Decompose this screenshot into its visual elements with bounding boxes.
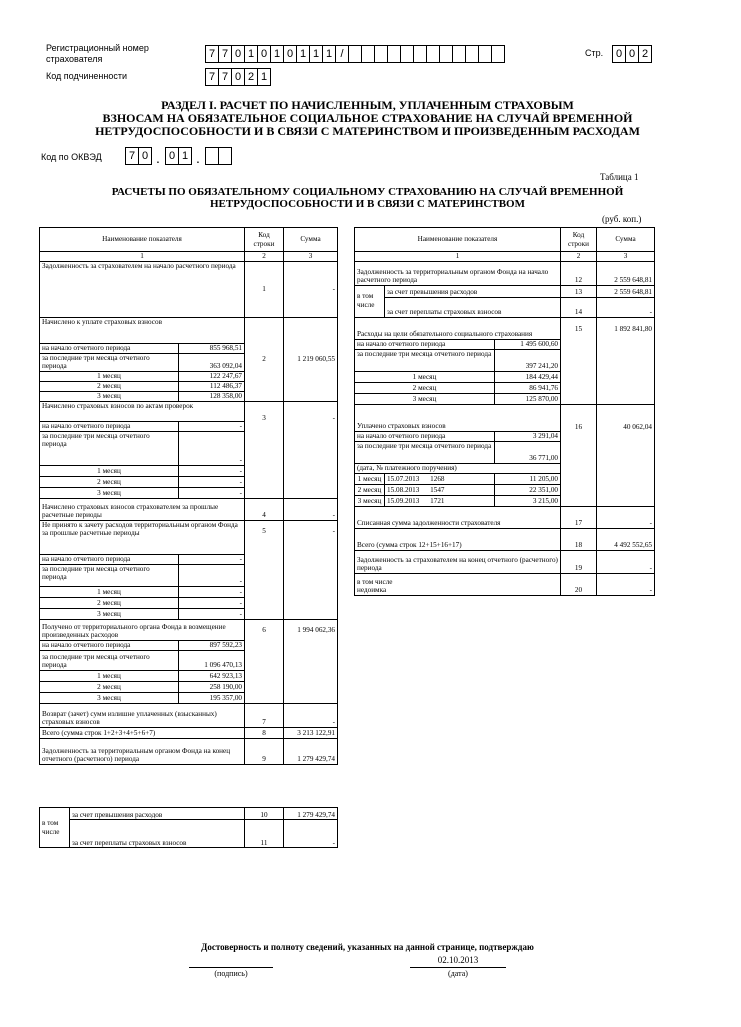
table-row xyxy=(355,297,655,317)
subrow-label: на начало отчетного периода xyxy=(355,431,495,441)
row-label: Начислено к уплате страховых взносов xyxy=(40,317,245,343)
col-num-1: 1 xyxy=(355,252,561,262)
row-label: Начислено страховых взносов по актам проверок xyxy=(40,401,245,421)
reg-number-cell[interactable]: 1 xyxy=(309,45,323,63)
subrow-value: 1 096 470,13 xyxy=(179,650,245,670)
subrow-value: 122 247,67 xyxy=(179,371,245,381)
arrears-label: недоимка xyxy=(357,586,387,594)
reg-number-cell[interactable] xyxy=(426,45,440,63)
payment-date-number xyxy=(385,473,495,484)
reg-number-cell[interactable]: 0 xyxy=(283,45,297,63)
row-code: 17 xyxy=(561,506,597,528)
table-number: Таблица 1 xyxy=(600,172,639,182)
month-label: 2 месяц xyxy=(40,381,179,391)
subrow-value: - xyxy=(179,431,245,465)
reg-number-cell[interactable] xyxy=(387,45,401,63)
date-line xyxy=(410,967,506,968)
subrow-value: 86 941,76 xyxy=(495,382,561,393)
table-row xyxy=(40,820,338,848)
okved-cell[interactable] xyxy=(205,147,219,165)
row-code: 4 xyxy=(245,498,284,520)
payment-date-number xyxy=(385,495,495,506)
col-num-2: 2 xyxy=(245,252,284,262)
including-label: в том числе xyxy=(40,808,70,848)
table-row xyxy=(40,808,338,820)
row-label: Задолженность за территориальным органом Фонда на конец отчетного (расчетного) периода xyxy=(40,738,245,764)
col-name-header: Наименование показателя xyxy=(40,228,245,252)
subrow-value: 363 092,04 xyxy=(179,353,245,371)
month-label: 1 месяц xyxy=(355,473,385,484)
subordination-label: Код подчиненности xyxy=(46,71,128,81)
month-label: 2 месяц xyxy=(40,476,179,487)
table-row xyxy=(40,520,338,554)
payment-date-number xyxy=(385,484,495,495)
row-code: 18 xyxy=(561,528,597,550)
row-label: Уплачено страховых взносов xyxy=(355,404,561,431)
subrow-value: - xyxy=(179,476,245,487)
subrow-value: 11 205,00 xyxy=(495,473,561,484)
payment-date: 15.08.2013 xyxy=(387,486,420,494)
page-label: Стр. xyxy=(585,48,604,58)
row-sum: 2 559 648,81 xyxy=(597,261,655,285)
reg-number-cell[interactable] xyxy=(452,45,466,63)
okved-cell[interactable] xyxy=(218,147,232,165)
subrow-label: на начало отчетного периода xyxy=(40,640,179,650)
payment-date: 15.07.2013 xyxy=(387,475,420,483)
row-label: Всего (сумма строк 1+2+3+4+5+6+7) xyxy=(40,727,245,738)
reg-number-cell[interactable] xyxy=(491,45,505,63)
month-label: 1 месяц xyxy=(40,670,179,681)
reg-number-cell[interactable] xyxy=(400,45,414,63)
reg-number-cell[interactable] xyxy=(348,45,362,63)
signature-line[interactable] xyxy=(189,967,273,968)
table-title-line1: РАСЧЕТЫ ПО ОБЯЗАТЕЛЬНОМУ СОЦИАЛЬНОМУ СТРАХОВАНИЮ НА СЛУЧАЙ ВРЕМЕННОЙ xyxy=(111,186,624,198)
reg-number-cell[interactable]: 0 xyxy=(257,45,271,63)
row-sum: - xyxy=(597,550,655,573)
month-label: 3 месяц xyxy=(40,487,179,498)
row-code: 14 xyxy=(561,297,597,317)
month-label: 2 месяц xyxy=(40,681,179,692)
subrow-value: - xyxy=(179,586,245,597)
date-value[interactable]: 02.10.2013 xyxy=(437,955,479,965)
table-row xyxy=(40,317,338,343)
row-label: Задолженность за страхователем на начало расчетного периода xyxy=(40,261,245,317)
subrow-value: 3 291,04 xyxy=(495,431,561,441)
subrow-value: - xyxy=(179,597,245,608)
subrow-value: - xyxy=(179,487,245,498)
row-code: 6 xyxy=(245,619,284,703)
subrow-label: за последние три месяца отчетного периода xyxy=(40,564,179,586)
reg-number-cell[interactable] xyxy=(478,45,492,63)
including-label: в том числе xyxy=(357,577,393,586)
row-label: Задолженность за страхователем на конец отчетного (расчетного) периода xyxy=(355,550,561,573)
month-label: 3 месяц xyxy=(40,692,179,703)
row-label: за счет превышения расходов xyxy=(70,808,245,820)
row-sum: - xyxy=(284,261,338,317)
okved-cell[interactable]: 0 xyxy=(138,147,152,165)
table-row xyxy=(355,285,655,297)
table-row xyxy=(355,550,655,573)
month-label: 1 месяц xyxy=(40,371,179,381)
row-code: 3 xyxy=(245,401,284,498)
subordination-cell[interactable]: 0 xyxy=(231,68,245,86)
row-sum: 1 994 062,36 xyxy=(284,619,338,703)
row-code: 9 xyxy=(245,738,284,764)
row-label: Всего (сумма строк 12+15+16+17) xyxy=(355,528,561,550)
row-label: Начислено страховых взносов страхователем за прошлые расчетные периоды xyxy=(40,498,245,520)
row-code: 7 xyxy=(245,703,284,727)
row-label: Задолженность за территориальным органом Фонда на начало расчетного периода xyxy=(355,261,561,285)
month-label: 2 месяц xyxy=(355,382,495,393)
subrow-value: - xyxy=(179,554,245,564)
left-table xyxy=(39,227,338,765)
row-code: 15 xyxy=(561,317,597,404)
table-row xyxy=(355,573,655,595)
subrow-value: 128 358,00 xyxy=(179,391,245,401)
subrow-value: 184 429,44 xyxy=(495,371,561,382)
row-label: Возврат (зачет) сумм излишне уплаченных (взысканных) страховых взносов xyxy=(40,703,245,727)
month-label: 3 месяц xyxy=(355,495,385,506)
okved-cell[interactable]: 0 xyxy=(165,147,179,165)
okved-cells xyxy=(125,147,231,165)
col-sum-header: Сумма xyxy=(597,228,655,252)
reg-number-cell[interactable] xyxy=(439,45,453,63)
col-num-3: 3 xyxy=(284,252,338,262)
date-caption: (дата) xyxy=(448,969,468,978)
table-row xyxy=(40,498,338,520)
okved-cell[interactable]: 1 xyxy=(178,147,192,165)
row-label: Списанная сумма задолженности страхователя xyxy=(355,506,561,528)
subrow-value: 125 870,00 xyxy=(495,393,561,404)
okved-separator: . xyxy=(196,150,200,166)
reg-number-cell[interactable] xyxy=(413,45,427,63)
subrow-value: 1 495 600,60 xyxy=(495,339,561,349)
row-sum: - xyxy=(284,820,338,848)
row-label: Не принято к зачету расходов территориальным органом Фонда за прошлые расчетные периоды xyxy=(40,520,245,554)
reg-number-cell[interactable]: 1 xyxy=(270,45,284,63)
row-sum: - xyxy=(284,498,338,520)
subrow-value: 397 241,20 xyxy=(495,349,561,371)
payment-number: 1547 xyxy=(430,486,445,494)
payment-number: 1721 xyxy=(430,497,445,505)
reg-number-cell[interactable]: 7 xyxy=(205,45,219,63)
subrow-value: 3 215,00 xyxy=(495,495,561,506)
row-sum: 1 279 429,74 xyxy=(284,738,338,764)
table-row xyxy=(40,727,338,738)
reg-number-label: Регистрационный номер страхователя xyxy=(46,43,149,64)
table-title-line2: НЕТРУДОСПОСОБНОСТИ И В СВЯЗИ С МАТЕРИНСТВОМ xyxy=(210,198,525,210)
col-num-3: 3 xyxy=(597,252,655,262)
subordination-cell[interactable]: 7 xyxy=(205,68,219,86)
subrow-value: - xyxy=(179,465,245,476)
row-code: 5 xyxy=(245,520,284,619)
row-sum: - xyxy=(284,401,338,498)
row-code: 11 xyxy=(245,820,284,848)
section-title-line2: ВЗНОСАМ НА ОБЯЗАТЕЛЬНОЕ СОЦИАЛЬНОЕ СТРАХОВАНИЕ НА СЛУЧАЙ ВРЕМЕННОЙ xyxy=(102,111,633,125)
row-label: за счет переплаты страховых взносов xyxy=(70,820,245,848)
page-number-cell[interactable]: 0 xyxy=(625,45,639,63)
row-code: 1 xyxy=(245,261,284,317)
right-table xyxy=(354,227,655,596)
subrow-value: 258 190,00 xyxy=(179,681,245,692)
table-row xyxy=(355,506,655,528)
subrow-label: за последние три месяца отчетного периода xyxy=(40,431,179,465)
month-label: 1 месяц xyxy=(355,371,495,382)
okved-label: Код по ОКВЭД xyxy=(41,152,102,162)
row-code: 8 xyxy=(245,727,284,738)
month-label: 2 месяц xyxy=(40,597,179,608)
row-sum: 4 492 552,65 xyxy=(597,528,655,550)
row-label: Расходы на цели обязательного социального страхования xyxy=(355,317,561,339)
reg-number-cell[interactable]: / xyxy=(335,45,349,63)
section-title xyxy=(40,99,695,138)
reg-number-cell[interactable] xyxy=(374,45,388,63)
subrow-label: за последние три месяца отчетного периода xyxy=(355,349,495,371)
subordination-cells xyxy=(205,68,270,86)
table-row xyxy=(40,703,338,727)
subrow-label: за последние три месяца отчетного периода xyxy=(40,353,179,371)
subrow-label: на начало отчетного периода xyxy=(40,554,179,564)
reg-number-cell[interactable]: 0 xyxy=(231,45,245,63)
reg-number-cell[interactable]: 1 xyxy=(322,45,336,63)
row-sum: - xyxy=(284,520,338,619)
signature-caption: (подпись) xyxy=(214,969,248,978)
col-num-2: 2 xyxy=(561,252,597,262)
subrow-value: - xyxy=(179,421,245,431)
payment-date: 15.09.2013 xyxy=(387,497,420,505)
col-code-header: Код строки xyxy=(245,228,284,252)
reg-number-cells xyxy=(205,45,504,63)
subrow-value: 36 771,00 xyxy=(495,441,561,463)
row-code: 20 xyxy=(561,573,597,595)
row-sum: 40 062,04 xyxy=(597,404,655,506)
col-name-header: Наименование показателя xyxy=(355,228,561,252)
subrow-value: 897 592,23 xyxy=(179,640,245,650)
okved-cell[interactable]: 7 xyxy=(125,147,139,165)
col-code-header: Код строки xyxy=(561,228,597,252)
col-num-1: 1 xyxy=(40,252,245,262)
subrow-label: на начало отчетного периода xyxy=(355,339,495,349)
page-number-cells xyxy=(612,45,651,63)
row-sum: 1 279 429,74 xyxy=(284,808,338,820)
table-header-row xyxy=(40,228,338,252)
page-number-cell[interactable]: 0 xyxy=(612,45,626,63)
table-row xyxy=(355,261,655,285)
section-title-line1: РАЗДЕЛ I. РАСЧЕТ ПО НАЧИСЛЕННЫМ, УПЛАЧЕННЫМ СТРАХОВЫМ xyxy=(161,98,574,112)
row-sum: - xyxy=(597,573,655,595)
reg-number-cell[interactable] xyxy=(361,45,375,63)
subrow-value: 855 968,51 xyxy=(179,343,245,353)
subrow-value: 112 486,37 xyxy=(179,381,245,391)
row-code: 10 xyxy=(245,808,284,820)
subordination-cell[interactable]: 2 xyxy=(244,68,258,86)
col-sum-header: Сумма xyxy=(284,228,338,252)
month-label: 3 месяц xyxy=(40,391,179,401)
row-sum: - xyxy=(597,506,655,528)
subrow-value: - xyxy=(179,608,245,619)
okved-separator: . xyxy=(156,150,160,166)
table-header-row xyxy=(355,228,655,252)
month-label: 3 месяц xyxy=(40,608,179,619)
table-row xyxy=(355,528,655,550)
table-title xyxy=(40,186,695,210)
subrow-label: за последние три месяца отчетного периода xyxy=(355,441,495,463)
units-label: (руб. коп.) xyxy=(602,214,642,224)
month-label: 2 месяц xyxy=(355,484,385,495)
row-code: 2 xyxy=(245,317,284,401)
table-row xyxy=(40,619,338,640)
payment-order-header: (дата, № платежного поручения) xyxy=(355,463,561,473)
table-number-row xyxy=(355,252,655,262)
table-row xyxy=(40,401,338,421)
table-row xyxy=(355,404,655,431)
reg-number-cell[interactable]: 1 xyxy=(296,45,310,63)
table-row xyxy=(40,738,338,764)
subordination-cell[interactable]: 1 xyxy=(257,68,271,86)
reg-number-cell[interactable]: 7 xyxy=(218,45,232,63)
row-code: 13 xyxy=(561,285,597,297)
subrow-value: 22 351,00 xyxy=(495,484,561,495)
subordination-cell[interactable]: 7 xyxy=(218,68,232,86)
payment-number: 1268 xyxy=(430,475,445,483)
subrow-value: 642 923,13 xyxy=(179,670,245,681)
row-sum: - xyxy=(597,297,655,317)
confirmation-text: Достоверность и полноту сведений, указанных на данной странице, подтверждаю xyxy=(201,942,534,952)
row-code: 12 xyxy=(561,261,597,285)
month-label: 1 месяц xyxy=(40,586,179,597)
table-number-row xyxy=(40,252,338,262)
including-label: в том числе xyxy=(355,285,385,317)
subrow-label: за последние три месяца отчетного периода xyxy=(40,650,179,670)
page-number-cell[interactable]: 2 xyxy=(638,45,652,63)
month-label: 1 месяц xyxy=(40,465,179,476)
subrow-value: 195 357,00 xyxy=(179,692,245,703)
left-table-tail xyxy=(39,807,338,848)
row-label xyxy=(355,573,561,595)
reg-number-cell[interactable]: 1 xyxy=(244,45,258,63)
reg-number-cell[interactable] xyxy=(465,45,479,63)
table-row xyxy=(355,317,655,339)
row-sum: 1 219 060,55 xyxy=(284,317,338,401)
row-sum: 3 213 122,91 xyxy=(284,727,338,738)
row-label: Получено от территориального органа Фонда в возмещение произведенных расходов xyxy=(40,619,245,640)
row-label: за счет переплаты страховых взносов xyxy=(385,297,561,317)
table-row xyxy=(40,261,338,317)
row-sum: 2 559 648,81 xyxy=(597,285,655,297)
month-label: 3 месяц xyxy=(355,393,495,404)
row-label: за счет превышения расходов xyxy=(385,285,561,297)
row-sum: 1 892 841,80 xyxy=(597,317,655,404)
subrow-label: на начало отчетного периода xyxy=(40,421,179,431)
subrow-value: - xyxy=(179,564,245,586)
section-title-line3: НЕТРУДОСПОСОБНОСТИ И В СВЯЗИ С МАТЕРИНСТВОМ И ПРОИЗВЕДЕННЫМ РАСХОДАМ xyxy=(95,124,640,138)
row-code: 16 xyxy=(561,404,597,506)
row-sum: - xyxy=(284,703,338,727)
row-code: 19 xyxy=(561,550,597,573)
subrow-label: на начало отчетного периода xyxy=(40,343,179,353)
